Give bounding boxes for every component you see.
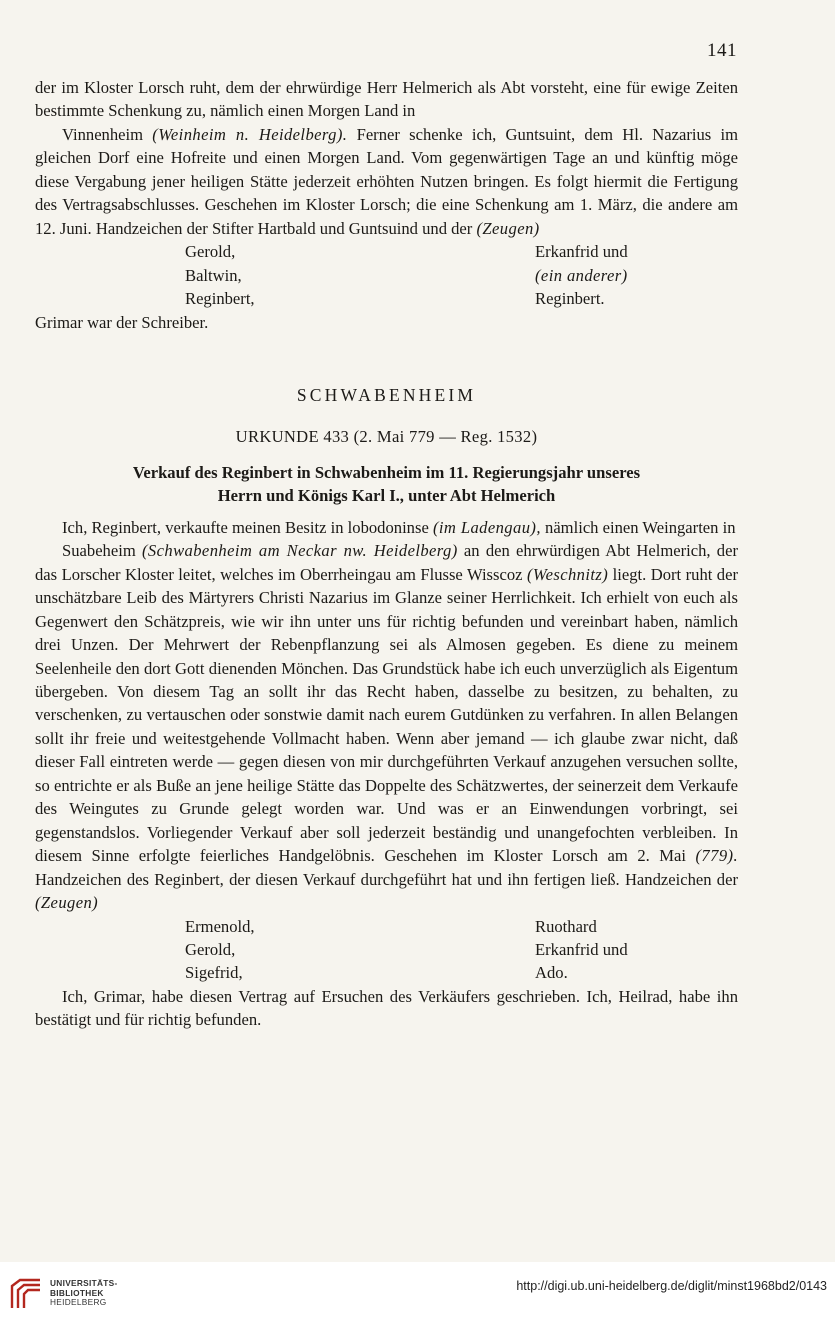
paragraph-closing: Ich, Grimar, habe diesen Vertrag auf Ersuchen des Verkäufers geschrieben. Ich, Heilrad, habe ihn bestätigt und für richtig befunden.: [35, 986, 738, 1030]
witness-name: Gerold,: [185, 939, 236, 959]
witness-name: Ermenold,: [185, 916, 255, 936]
paragraph-intro: der im Kloster Lorsch ruht, dem der ehrwürdige Herr Helmerich als Abt vorsteht, eine für ewige Zeiten bestimmte Schenkung zu, nämlich einen Morgen Land in: [35, 78, 738, 121]
witness-name: Baltwin,: [185, 265, 242, 285]
footer-bar: [0, 1262, 835, 1325]
library-name: UNIVERSITÄTS- BIBLIOTHEK HEIDELBERG: [50, 1278, 118, 1307]
witness-name: Gerold,: [185, 242, 236, 262]
witness-name: Erkanfrid und: [535, 242, 628, 262]
witness-list-2: [35, 915, 738, 985]
library-logo-icon[interactable]: [8, 1276, 44, 1312]
page-text: [35, 76, 738, 1032]
paragraph-donation: Vinnenheim (Weinheim n. Heidelberg). Ferner schenke ich, Guntsuint, dem Hl. Nazarius im gleichen Dorf eine Hofreite und einen Morgen Land. Vom gegenwärtigen Tage an und künftig möge diese Vergabung jener heiligen Stätte jederzeit erhöhten Nutzen bringen. Es folgt hiermit die Fertigung des Vertragsabschlusses. Geschehen im Kloster Lorsch; die eine Schenkung am 1. März, die andere am 12. Juni. Handzeichen der Stifter Hartbald und Guntsuind und der (Zeugen): [35, 124, 738, 238]
paragraph-sale-body: Suabeheim (Schwabenheim am Neckar nw. Heidelberg) an den ehrwürdigen Abt Helmerich, der das Lorscher Kloster leitet, welches im Oberrheingau am Flusse Wisscoz (Weschnitz) liegt. Dort ruht der unschätzbare Leib des Märtyrers Christi Nazarius im Glanze seiner Herrlichkeit. Ich erhielt von euch als Gegenwert den Schätzpreis, wie wir ihn unter uns für richtig befunden und vereinbart haben, nämlich drei Unzen. Der Mehrwert der Rebenpflanzung sei als Almosen gegeben. Es diene zu meinem Seelenheile den dort Gott dienenden Mönchen. Das Grundstück habe ich euch unverzüglich als Eigentum übergeben. Von diesem Tag an sollt ihr das Recht haben, dasselbe zu besitzen, zu behalten, zu verschenken, zu vertauschen oder sonstwie damit nach eurem Gutdünken zu verfahren. In allen Belangen sollt ihr freie und weitestgehende Vollmacht haben. Wenn aber jemand — ich glaube zwar nicht, daß dieser Fall eintreten werde — gegen diesen von mir durchgeführten Verkauf anzugehen versuchen sollte, so entrichte er als Buße an jene heilige Stätte das Doppelte des Schätzwertes, der seinerzeit dem Verkaufe des Weingutes zu Grunde gelegt worden war. Und was er an Einwendungen vorbringt, sei gegenstandslos. Vorliegender Verkauf aber soll jederzeit beständig und unangefochten verbleiben. In diesem Sinne erfolgte feierliches Handgelöbnis. Geschehen im Kloster Lorsch am 2. Mai (779). Handzeichen des Reginbert, der diesen Verkauf durchgeführt hat und ihn fertigen ließ. Handzeichen der (Zeugen): [35, 541, 738, 913]
charter-rubric: Verkauf des Reginbert in Schwabenheim im 11. Regierungsjahr unseres Herrn und Königs Karl I., unter Abt Helmerich: [132, 462, 641, 506]
witness-name: (ein anderer): [535, 265, 628, 285]
witness-name: Reginbert.: [535, 289, 605, 309]
place-heading: SCHWABENHEIM: [296, 384, 477, 405]
paragraph-sale-intro: Ich, Reginbert, verkaufte meinen Besitz in lobodoninse (im Ladengau), nämlich einen Weingarten in: [62, 517, 736, 537]
witness-name: Ado.: [535, 963, 568, 983]
charter-number: URKUNDE 433 (2. Mai 779 — Reg. 1532): [235, 427, 538, 447]
witness-name: Reginbert,: [185, 289, 255, 309]
witness-name: Sigefrid,: [185, 963, 243, 983]
witness-name: Ruothard: [535, 916, 597, 936]
page-number: 141: [707, 40, 737, 61]
witness-name: Erkanfrid und: [535, 939, 628, 959]
witness-list-1: [35, 240, 738, 310]
source-url-link[interactable]: http://digi.ub.uni-heidelberg.de/diglit/minst1968bd2/0143: [516, 1279, 827, 1293]
scribe-line: Grimar war der Schreiber.: [35, 312, 209, 332]
